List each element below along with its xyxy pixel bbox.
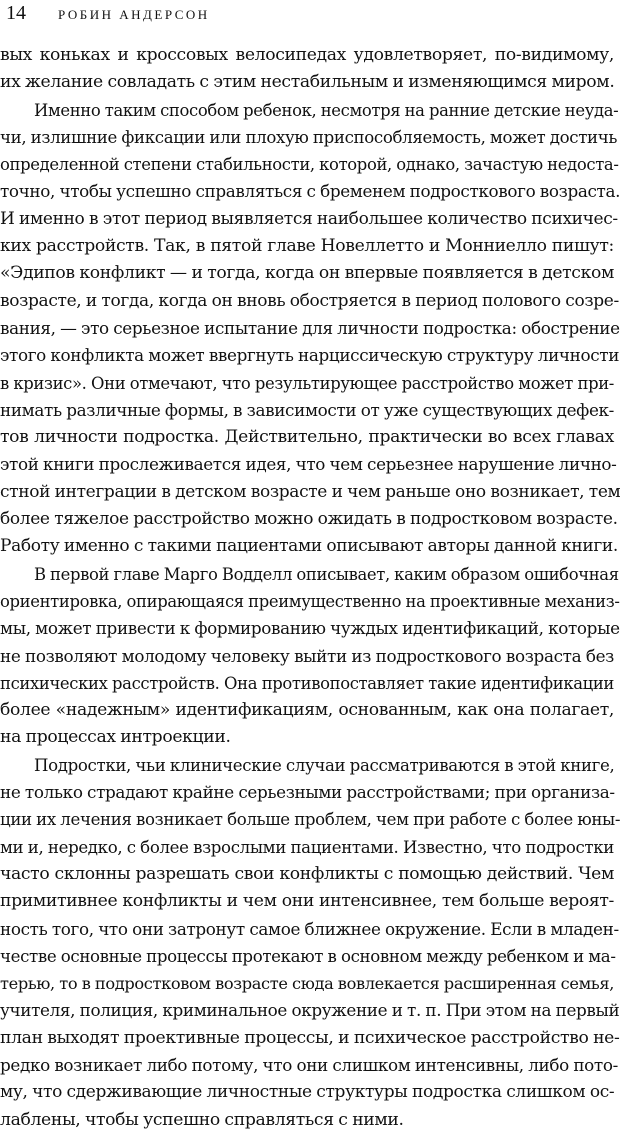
text-line: не только страдают крайне серьезными расстройствами; при организа- — [0, 782, 615, 803]
text-line: Подростки, чьи клинические случаи рассматриваются в этой книге, — [34, 755, 615, 775]
text-line: учителя, полиция, криминальное окружение и т. п. При этом на первый — [0, 1000, 620, 1021]
text-line: более «надежным» идентификациям, основанным, как она полагает, — [0, 700, 614, 721]
text-line: терью, то в подростковом возрасте сюда вовлекается расширенная семья, — [0, 974, 614, 994]
text-line: нимать различные формы, в зависимости от уже существующих дефек- — [0, 399, 614, 420]
text-line: «Эдипов конфликт — и тогда, когда он впервые появляется в детском — [0, 263, 614, 284]
text-line: тов личности подростка. Действительно, практически во всех главах — [0, 427, 614, 448]
text-line: честве основные процессы протекают в основном между ребенком и ма- — [0, 946, 616, 966]
running-head: РОБИН АНДЕРСОН — [58, 7, 210, 22]
text-line: ность того, что они затронут самое ближнее окружение. Если в младен- — [0, 918, 619, 939]
text-line: план выходят проективные процессы, и психическое расстройство не- — [0, 1027, 620, 1048]
text-line: не позволяют молодому человеку выйти из подросткового возраста без — [0, 645, 614, 666]
text-line: И именно в этот период выявляется наибольшее количество психичес- — [0, 208, 618, 229]
text-line: часто склонны разрешать свои конфликты с помощью действий. Чем — [0, 863, 614, 884]
text-line: в кризис». Они отмечают, что результирующее расстройство может при- — [0, 373, 614, 393]
page-header — [6, 2, 210, 28]
text-line: стной интеграции в детском возрасте и чем раньше оно возникает, тем — [0, 481, 620, 502]
text-line: психических расстройств. Она противопоставляет такие идентификации — [0, 673, 614, 693]
text-line: ких расстройств. Так, в пятой главе Новеллетто и Монниелло пишут: — [0, 236, 614, 257]
text-line: Именно таким способом ребенок, несмотря на ранние детские неуда- — [34, 100, 619, 120]
text-line: на процессах интроекции. — [0, 727, 231, 748]
text-line: более тяжелое расстройство можно ожидать в подростковом возрасте. — [0, 509, 618, 530]
text-line: ции их лечения возникает больше проблем, чем при работе с более юны- — [0, 810, 620, 830]
text-line: примитивнее конфликты и чем они интенсивнее, тем больше вероят- — [0, 891, 614, 912]
text-line: определенной степени стабильности, которой, однако, зачастую недоста- — [0, 155, 619, 175]
text-line: чи, излишние фиксации или плохую приспособляемость, может достичь — [0, 127, 618, 147]
text-line: их желание совладать с этим нестабильным и изменяющимся миром. — [0, 72, 615, 93]
text-line: этого конфликта может ввергнуть нарциссическую структуру личности — [0, 345, 620, 366]
text-line: точно, чтобы успешно справляться с бременем подросткового возраста. — [0, 181, 620, 202]
body-text — [0, 42, 620, 1134]
text-line: этой книги прослеживается идея, что чем серьезнее нарушение лично- — [0, 454, 617, 475]
text-line: вых коньках и кроссовых велосипедах удовлетворяет, по-видимому, — [0, 45, 614, 65]
text-line: ориентировка, опирающаяся преимущественно на проективные механиз- — [0, 591, 620, 611]
page-number: 14 — [6, 2, 26, 24]
text-line: ми и, нередко, с более взрослыми пациентами. Известно, что подростки — [0, 837, 614, 857]
text-line: му, что сдерживающие личностные структуры подростка слишком ос- — [0, 1082, 615, 1103]
text-line: вания, — это серьезное испытание для личности подростка: обострение — [0, 317, 620, 338]
text-line: Работу именно с такими пациентами описывают авторы данной книги. — [0, 536, 618, 557]
text-line: В первой главе Марго Водделл описывает, каким образом ошибочная — [34, 564, 619, 584]
text-line: возрасте, и тогда, когда он вновь обостряется в период полового созре- — [0, 290, 619, 311]
text-line: редко возникает либо потому, что они слишком интенсивны, либо пото- — [0, 1054, 618, 1075]
text-line: лаблены, чтобы успешно справляться с ними. — [0, 1109, 404, 1130]
text-line: мы, может привести к формированию чуждых идентификаций, которые — [0, 618, 620, 639]
